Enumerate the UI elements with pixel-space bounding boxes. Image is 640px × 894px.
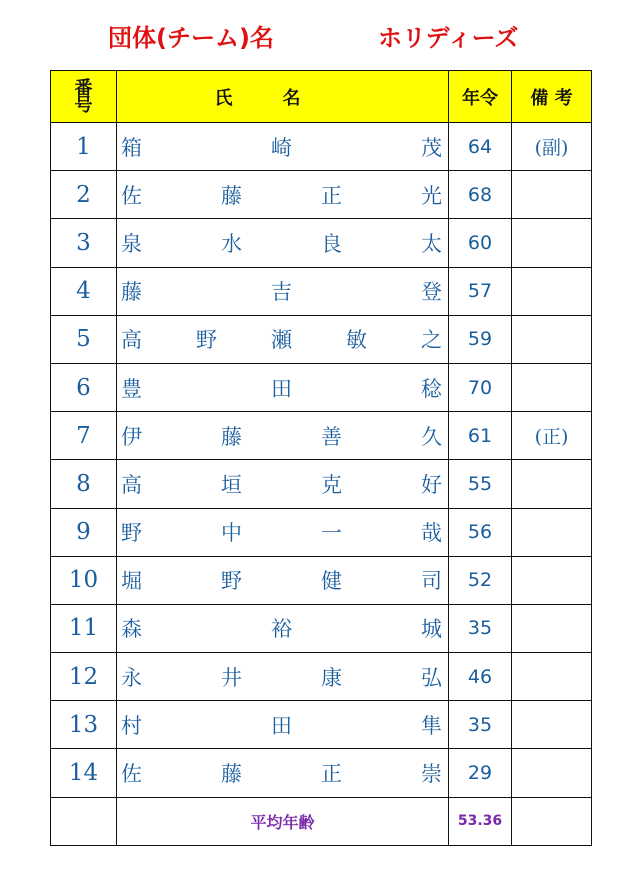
- member-age: 60: [449, 219, 512, 267]
- name-char: 弘: [421, 665, 442, 690]
- member-name-chars: [117, 710, 448, 740]
- member-name: [117, 460, 449, 508]
- member-note: [512, 171, 592, 219]
- member-note: [512, 460, 592, 508]
- table-row: [51, 556, 592, 604]
- table-row: [51, 653, 592, 701]
- member-note: [512, 701, 592, 749]
- member-number: 5: [51, 315, 117, 363]
- member-age: 70: [449, 363, 512, 411]
- name-char: 久: [421, 424, 442, 449]
- table-row: [51, 123, 592, 171]
- member-name-chars: [117, 324, 448, 354]
- table-row: [51, 171, 592, 219]
- table-row: [51, 267, 592, 315]
- member-note: [512, 363, 592, 411]
- team-name: ホリディーズ: [378, 24, 519, 52]
- member-name-chars: [117, 180, 448, 210]
- average-note-cell: [512, 797, 592, 845]
- member-age: 46: [449, 653, 512, 701]
- name-char: 康: [321, 665, 342, 690]
- name-char: 吉: [271, 280, 292, 305]
- member-name-chars: [117, 613, 448, 643]
- member-name-chars: [117, 421, 448, 451]
- member-name-chars: [117, 469, 448, 499]
- column-header-no: [51, 71, 117, 123]
- member-name-chars: [117, 517, 448, 547]
- column-header-note: 備 考: [512, 71, 592, 123]
- member-age: 64: [449, 123, 512, 171]
- table-row: [51, 219, 592, 267]
- name-char: 克: [321, 472, 342, 497]
- member-note: [512, 508, 592, 556]
- member-name: [117, 701, 449, 749]
- name-char: 伊: [121, 424, 142, 449]
- name-char: 司: [421, 569, 442, 594]
- member-name-chars: [117, 373, 448, 403]
- member-number: 7: [51, 412, 117, 460]
- member-number: 3: [51, 219, 117, 267]
- table-row: [51, 508, 592, 556]
- member-note: [512, 749, 592, 797]
- name-char: 森: [121, 617, 142, 642]
- name-char: 一: [321, 521, 342, 546]
- name-char: 太: [421, 231, 442, 256]
- member-age: 56: [449, 508, 512, 556]
- column-header-no-text: 番 号: [74, 77, 93, 116]
- name-char: 城: [421, 617, 442, 642]
- name-char: 藤: [221, 762, 242, 787]
- member-name: [117, 267, 449, 315]
- member-number: 2: [51, 171, 117, 219]
- name-char: 正: [321, 762, 342, 787]
- column-header-age: 年令: [449, 71, 512, 123]
- member-number: 13: [51, 701, 117, 749]
- member-age: 29: [449, 749, 512, 797]
- name-char: 永: [121, 665, 142, 690]
- name-char: 藤: [221, 183, 242, 208]
- name-char: 登: [421, 280, 442, 305]
- name-char: 好: [421, 472, 442, 497]
- member-note: [512, 653, 592, 701]
- member-age: 55: [449, 460, 512, 508]
- member-age: 59: [449, 315, 512, 363]
- member-name: [117, 123, 449, 171]
- name-char: 之: [421, 328, 442, 353]
- title-row: [0, 18, 640, 54]
- name-char: 中: [221, 521, 242, 546]
- member-name: [117, 508, 449, 556]
- member-age: 68: [449, 171, 512, 219]
- member-name: [117, 412, 449, 460]
- header-row: [51, 71, 592, 123]
- member-number: 11: [51, 604, 117, 652]
- member-name: [117, 219, 449, 267]
- member-number: 14: [51, 749, 117, 797]
- member-name-chars: [117, 565, 448, 595]
- table-row: [51, 604, 592, 652]
- name-char: 高: [121, 472, 142, 497]
- name-char: 堀: [121, 569, 142, 594]
- name-char: 垣: [221, 472, 242, 497]
- name-char: 敏: [346, 328, 367, 353]
- name-char: 野: [221, 569, 242, 594]
- member-number: 1: [51, 123, 117, 171]
- member-name: [117, 653, 449, 701]
- name-char: 崇: [421, 762, 442, 787]
- name-char: 健: [321, 569, 342, 594]
- member-number: 12: [51, 653, 117, 701]
- table-row: [51, 460, 592, 508]
- name-char: 隼: [421, 713, 442, 738]
- member-name: [117, 363, 449, 411]
- name-char: 箱: [121, 135, 142, 160]
- name-char: 善: [321, 424, 342, 449]
- name-char: 佐: [121, 762, 142, 787]
- name-char: 高: [121, 328, 142, 353]
- member-name-chars: [117, 228, 448, 258]
- name-char: 井: [221, 665, 242, 690]
- member-note: [512, 315, 592, 363]
- member-note: [512, 267, 592, 315]
- name-char: 光: [421, 183, 442, 208]
- member-number: 10: [51, 556, 117, 604]
- member-name: [117, 604, 449, 652]
- member-age: 35: [449, 701, 512, 749]
- table-row: [51, 315, 592, 363]
- member-age: 52: [449, 556, 512, 604]
- name-char: 藤: [121, 280, 142, 305]
- name-char: 田: [271, 713, 292, 738]
- name-char: 稔: [421, 376, 442, 401]
- column-header-name: [117, 71, 449, 123]
- average-row: [51, 797, 592, 845]
- member-note: (副): [512, 123, 592, 171]
- name-char: 正: [321, 183, 342, 208]
- name-char: 崎: [271, 135, 292, 160]
- table-row: [51, 749, 592, 797]
- member-name: [117, 556, 449, 604]
- member-note: [512, 219, 592, 267]
- member-name-chars: [117, 276, 448, 306]
- member-number: 6: [51, 363, 117, 411]
- member-name-chars: [117, 132, 448, 162]
- member-name: [117, 315, 449, 363]
- name-char: 野: [121, 521, 142, 546]
- average-label: 平均年齢: [117, 797, 449, 845]
- name-char: 哉: [421, 521, 442, 546]
- name-char: 田: [271, 376, 292, 401]
- member-name-chars: [117, 662, 448, 692]
- name-char: 水: [221, 231, 242, 256]
- member-age: 57: [449, 267, 512, 315]
- member-table: [50, 70, 592, 846]
- name-char: 村: [121, 713, 142, 738]
- table-row: [51, 412, 592, 460]
- table-row: [51, 363, 592, 411]
- name-char: 佐: [121, 183, 142, 208]
- name-char: 泉: [121, 231, 142, 256]
- member-note: (正): [512, 412, 592, 460]
- name-char: 良: [321, 231, 342, 256]
- name-char: 茂: [421, 135, 442, 160]
- team-label: 団体(チーム)名: [108, 24, 274, 52]
- average-empty-cell: [51, 797, 117, 845]
- member-number: 9: [51, 508, 117, 556]
- member-name-chars: [117, 758, 448, 788]
- member-number: 8: [51, 460, 117, 508]
- member-age: 61: [449, 412, 512, 460]
- member-age: 35: [449, 604, 512, 652]
- member-note: [512, 604, 592, 652]
- member-name: [117, 171, 449, 219]
- member-note: [512, 556, 592, 604]
- member-number: 4: [51, 267, 117, 315]
- name-char: 瀬: [271, 328, 292, 353]
- table-row: [51, 701, 592, 749]
- member-name: [117, 749, 449, 797]
- name-char: 野: [196, 328, 217, 353]
- column-header-name-text: 氏名: [214, 87, 351, 109]
- name-char: 豊: [121, 376, 142, 401]
- average-value: 53.36: [449, 797, 512, 845]
- name-char: 藤: [221, 424, 242, 449]
- name-char: 裕: [271, 617, 292, 642]
